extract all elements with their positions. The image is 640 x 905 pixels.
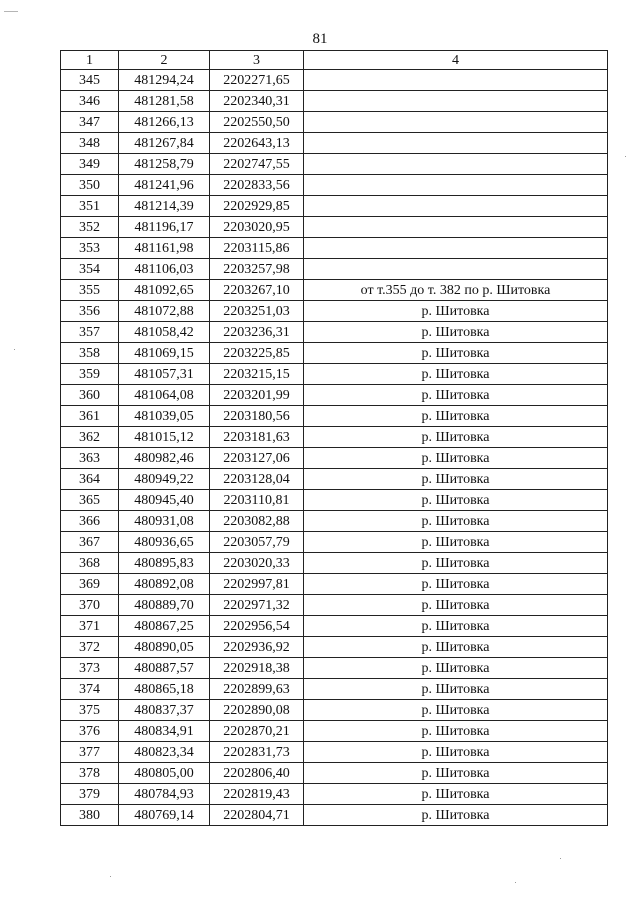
description-cell: р. Шитовка xyxy=(304,595,608,616)
table-row xyxy=(61,196,608,217)
table-row xyxy=(61,616,608,637)
description-cell: р. Шитовка xyxy=(304,427,608,448)
y-coordinate-cell: 2203181,63 xyxy=(210,427,304,448)
description-cell: от т.355 до т. 382 по р. Шитовка xyxy=(304,280,608,301)
y-coordinate-cell: 2203057,79 xyxy=(210,532,304,553)
table-row xyxy=(61,217,608,238)
table-row xyxy=(61,91,608,112)
x-coordinate-cell: 481057,31 xyxy=(119,364,210,385)
description-cell xyxy=(304,196,608,217)
point-number-cell: 358 xyxy=(61,343,119,364)
description-cell xyxy=(304,175,608,196)
x-coordinate-cell: 480949,22 xyxy=(119,469,210,490)
table-row xyxy=(61,658,608,679)
x-coordinate-cell: 481072,88 xyxy=(119,301,210,322)
table-header-row xyxy=(61,51,608,70)
x-coordinate-cell: 480823,34 xyxy=(119,742,210,763)
description-cell: р. Шитовка xyxy=(304,805,608,826)
point-number-cell: 376 xyxy=(61,721,119,742)
x-coordinate-cell: 480805,00 xyxy=(119,763,210,784)
point-number-cell: 350 xyxy=(61,175,119,196)
table-row xyxy=(61,406,608,427)
description-cell xyxy=(304,133,608,154)
description-cell: р. Шитовка xyxy=(304,721,608,742)
point-number-cell: 355 xyxy=(61,280,119,301)
x-coordinate-cell: 480867,25 xyxy=(119,616,210,637)
x-coordinate-cell: 481039,05 xyxy=(119,406,210,427)
x-coordinate-cell: 480892,08 xyxy=(119,574,210,595)
table-row xyxy=(61,280,608,301)
description-cell: р. Шитовка xyxy=(304,553,608,574)
description-cell: р. Шитовка xyxy=(304,385,608,406)
y-coordinate-cell: 2202870,21 xyxy=(210,721,304,742)
point-number-cell: 351 xyxy=(61,196,119,217)
x-coordinate-cell: 481294,24 xyxy=(119,70,210,91)
description-cell xyxy=(304,70,608,91)
x-coordinate-cell: 481214,39 xyxy=(119,196,210,217)
point-number-cell: 345 xyxy=(61,70,119,91)
point-number-cell: 356 xyxy=(61,301,119,322)
scan-artifact xyxy=(625,156,626,157)
table-row xyxy=(61,70,608,91)
description-cell xyxy=(304,259,608,280)
description-cell: р. Шитовка xyxy=(304,616,608,637)
point-number-cell: 367 xyxy=(61,532,119,553)
y-coordinate-cell: 2202918,38 xyxy=(210,658,304,679)
table-row xyxy=(61,805,608,826)
table-row xyxy=(61,553,608,574)
description-cell: р. Шитовка xyxy=(304,469,608,490)
y-coordinate-cell: 2203020,95 xyxy=(210,217,304,238)
y-coordinate-cell: 2202971,32 xyxy=(210,595,304,616)
x-coordinate-cell: 480982,46 xyxy=(119,448,210,469)
point-number-cell: 361 xyxy=(61,406,119,427)
y-coordinate-cell: 2203236,31 xyxy=(210,322,304,343)
point-number-cell: 378 xyxy=(61,763,119,784)
scan-artifact xyxy=(4,11,18,12)
x-coordinate-cell: 480945,40 xyxy=(119,490,210,511)
table-row xyxy=(61,742,608,763)
x-coordinate-cell: 480890,05 xyxy=(119,637,210,658)
y-coordinate-cell: 2203251,03 xyxy=(210,301,304,322)
description-cell xyxy=(304,91,608,112)
y-coordinate-cell: 2202956,54 xyxy=(210,616,304,637)
point-number-cell: 346 xyxy=(61,91,119,112)
table-row xyxy=(61,532,608,553)
table-row xyxy=(61,721,608,742)
y-coordinate-cell: 2203115,86 xyxy=(210,238,304,259)
y-coordinate-cell: 2202899,63 xyxy=(210,679,304,700)
x-coordinate-cell: 481267,84 xyxy=(119,133,210,154)
description-cell xyxy=(304,154,608,175)
point-number-cell: 348 xyxy=(61,133,119,154)
table-row xyxy=(61,637,608,658)
x-coordinate-cell: 481196,17 xyxy=(119,217,210,238)
table-body xyxy=(61,70,608,826)
column-header-3: 3 xyxy=(210,51,304,70)
table-row xyxy=(61,364,608,385)
table-row xyxy=(61,595,608,616)
point-number-cell: 372 xyxy=(61,637,119,658)
y-coordinate-cell: 2203267,10 xyxy=(210,280,304,301)
x-coordinate-cell: 481266,13 xyxy=(119,112,210,133)
column-header-4: 4 xyxy=(304,51,608,70)
table-row xyxy=(61,322,608,343)
point-number-cell: 365 xyxy=(61,490,119,511)
point-number-cell: 371 xyxy=(61,616,119,637)
table-row xyxy=(61,259,608,280)
table-row xyxy=(61,385,608,406)
description-cell: р. Шитовка xyxy=(304,658,608,679)
y-coordinate-cell: 2203257,98 xyxy=(210,259,304,280)
table-row xyxy=(61,133,608,154)
table-row xyxy=(61,784,608,805)
table-row xyxy=(61,112,608,133)
y-coordinate-cell: 2203215,15 xyxy=(210,364,304,385)
description-cell: р. Шитовка xyxy=(304,784,608,805)
description-cell: р. Шитовка xyxy=(304,301,608,322)
point-number-cell: 368 xyxy=(61,553,119,574)
scan-artifact xyxy=(560,858,561,859)
description-cell: р. Шитовка xyxy=(304,343,608,364)
x-coordinate-cell: 481258,79 xyxy=(119,154,210,175)
scan-artifact xyxy=(110,876,111,877)
x-coordinate-cell: 481069,15 xyxy=(119,343,210,364)
description-cell: р. Шитовка xyxy=(304,637,608,658)
description-cell: р. Шитовка xyxy=(304,700,608,721)
table-row xyxy=(61,301,608,322)
x-coordinate-cell: 480837,37 xyxy=(119,700,210,721)
x-coordinate-cell: 480895,83 xyxy=(119,553,210,574)
point-number-cell: 352 xyxy=(61,217,119,238)
y-coordinate-cell: 2202806,40 xyxy=(210,763,304,784)
y-coordinate-cell: 2202804,71 xyxy=(210,805,304,826)
table-row xyxy=(61,679,608,700)
point-number-cell: 370 xyxy=(61,595,119,616)
point-number-cell: 379 xyxy=(61,784,119,805)
table-row xyxy=(61,343,608,364)
y-coordinate-cell: 2202819,43 xyxy=(210,784,304,805)
point-number-cell: 360 xyxy=(61,385,119,406)
description-cell: р. Шитовка xyxy=(304,532,608,553)
y-coordinate-cell: 2202936,92 xyxy=(210,637,304,658)
y-coordinate-cell: 2202747,55 xyxy=(210,154,304,175)
description-cell xyxy=(304,238,608,259)
y-coordinate-cell: 2202833,56 xyxy=(210,175,304,196)
description-cell: р. Шитовка xyxy=(304,322,608,343)
point-number-cell: 357 xyxy=(61,322,119,343)
table-row xyxy=(61,175,608,196)
y-coordinate-cell: 2202831,73 xyxy=(210,742,304,763)
x-coordinate-cell: 481106,03 xyxy=(119,259,210,280)
table-row xyxy=(61,427,608,448)
table-row xyxy=(61,469,608,490)
column-header-2: 2 xyxy=(119,51,210,70)
scan-artifact xyxy=(14,349,15,350)
y-coordinate-cell: 2203110,81 xyxy=(210,490,304,511)
x-coordinate-cell: 481064,08 xyxy=(119,385,210,406)
x-coordinate-cell: 480931,08 xyxy=(119,511,210,532)
description-cell xyxy=(304,217,608,238)
description-cell: р. Шитовка xyxy=(304,490,608,511)
description-cell: р. Шитовка xyxy=(304,574,608,595)
table-row xyxy=(61,490,608,511)
x-coordinate-cell: 481058,42 xyxy=(119,322,210,343)
y-coordinate-cell: 2202340,31 xyxy=(210,91,304,112)
y-coordinate-cell: 2202643,13 xyxy=(210,133,304,154)
y-coordinate-cell: 2203201,99 xyxy=(210,385,304,406)
point-number-cell: 363 xyxy=(61,448,119,469)
point-number-cell: 373 xyxy=(61,658,119,679)
table-row xyxy=(61,763,608,784)
y-coordinate-cell: 2202997,81 xyxy=(210,574,304,595)
page-number: 81 xyxy=(312,31,328,47)
description-cell xyxy=(304,112,608,133)
x-coordinate-cell: 480887,57 xyxy=(119,658,210,679)
description-cell: р. Шитовка xyxy=(304,679,608,700)
table-row xyxy=(61,238,608,259)
description-cell: р. Шитовка xyxy=(304,448,608,469)
point-number-cell: 362 xyxy=(61,427,119,448)
y-coordinate-cell: 2203127,06 xyxy=(210,448,304,469)
point-number-cell: 369 xyxy=(61,574,119,595)
point-number-cell: 380 xyxy=(61,805,119,826)
point-number-cell: 354 xyxy=(61,259,119,280)
point-number-cell: 364 xyxy=(61,469,119,490)
x-coordinate-cell: 481015,12 xyxy=(119,427,210,448)
point-number-cell: 359 xyxy=(61,364,119,385)
x-coordinate-cell: 480936,65 xyxy=(119,532,210,553)
y-coordinate-cell: 2203180,56 xyxy=(210,406,304,427)
point-number-cell: 347 xyxy=(61,112,119,133)
point-number-cell: 353 xyxy=(61,238,119,259)
point-number-cell: 366 xyxy=(61,511,119,532)
y-coordinate-cell: 2203082,88 xyxy=(210,511,304,532)
scan-artifact xyxy=(515,882,516,883)
description-cell: р. Шитовка xyxy=(304,511,608,532)
y-coordinate-cell: 2203225,85 xyxy=(210,343,304,364)
y-coordinate-cell: 2203020,33 xyxy=(210,553,304,574)
point-number-cell: 377 xyxy=(61,742,119,763)
y-coordinate-cell: 2202271,65 xyxy=(210,70,304,91)
point-number-cell: 375 xyxy=(61,700,119,721)
y-coordinate-cell: 2202550,50 xyxy=(210,112,304,133)
x-coordinate-cell: 481092,65 xyxy=(119,280,210,301)
table-row xyxy=(61,154,608,175)
y-coordinate-cell: 2202890,08 xyxy=(210,700,304,721)
description-cell: р. Шитовка xyxy=(304,742,608,763)
point-number-cell: 349 xyxy=(61,154,119,175)
table-row xyxy=(61,511,608,532)
coordinates-table xyxy=(60,50,608,826)
x-coordinate-cell: 481161,98 xyxy=(119,238,210,259)
x-coordinate-cell: 480784,93 xyxy=(119,784,210,805)
y-coordinate-cell: 2203128,04 xyxy=(210,469,304,490)
y-coordinate-cell: 2202929,85 xyxy=(210,196,304,217)
x-coordinate-cell: 480769,14 xyxy=(119,805,210,826)
x-coordinate-cell: 480865,18 xyxy=(119,679,210,700)
x-coordinate-cell: 480834,91 xyxy=(119,721,210,742)
x-coordinate-cell: 480889,70 xyxy=(119,595,210,616)
description-cell: р. Шитовка xyxy=(304,763,608,784)
description-cell: р. Шитовка xyxy=(304,406,608,427)
column-header-1: 1 xyxy=(61,51,119,70)
table-row xyxy=(61,700,608,721)
x-coordinate-cell: 481241,96 xyxy=(119,175,210,196)
table-row xyxy=(61,574,608,595)
description-cell: р. Шитовка xyxy=(304,364,608,385)
x-coordinate-cell: 481281,58 xyxy=(119,91,210,112)
table-row xyxy=(61,448,608,469)
point-number-cell: 374 xyxy=(61,679,119,700)
